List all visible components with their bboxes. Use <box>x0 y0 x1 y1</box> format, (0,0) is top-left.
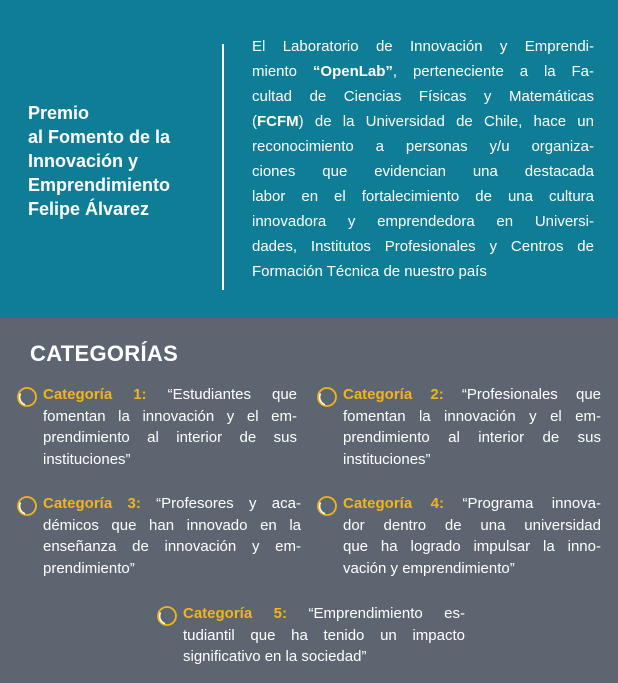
category-line: prendimiento al interior de sus <box>43 429 297 446</box>
openlab-name: “OpenLab” <box>312 63 393 80</box>
category-line <box>343 493 601 515</box>
category-text: “Profesionales que <box>461 386 601 403</box>
category-line: instituciones” <box>343 450 431 468</box>
category-label: Categoría 2: <box>343 386 444 403</box>
description-text: , perteneciente a la Fa- <box>392 63 594 80</box>
category-label: Categoría 4: <box>343 495 444 512</box>
category-line: tudiantil que ha tenido un impacto <box>183 626 465 644</box>
category-line <box>343 384 601 406</box>
description-text: ) de la Universidad de Chile, hace un <box>298 113 594 130</box>
category-line: fomentan la innovación y el em- <box>343 407 601 425</box>
category-line <box>43 493 301 515</box>
description-line <box>252 109 594 134</box>
category-1 <box>43 384 297 470</box>
description-line: El Laboratorio de Innovación y Emprendi- <box>252 38 594 55</box>
award-header-panel <box>0 0 618 318</box>
category-text: “Programa innova- <box>462 495 602 512</box>
category-line: fomentan la innovación y el em- <box>43 407 297 425</box>
category-line: prendimiento” <box>43 559 135 577</box>
category-line: instituciones” <box>43 450 131 468</box>
award-title-line: Premio <box>28 103 90 123</box>
ring-bullet-icon <box>316 386 338 408</box>
ring-bullet-icon <box>16 386 38 408</box>
award-title <box>28 101 218 221</box>
description-line <box>252 59 594 84</box>
description-line: ciones que evidencian una destacada <box>252 163 594 180</box>
ring-bullet-icon <box>16 495 38 517</box>
category-label: Categoría 5: <box>183 605 287 622</box>
category-4 <box>343 493 601 579</box>
description-text: ( <box>252 113 257 130</box>
category-line: démicos que han innovado en la <box>43 516 301 534</box>
description-line: dades, Institutos Profesionales y Centros de <box>252 238 594 255</box>
award-description <box>252 34 594 284</box>
description-line: labor en el fortalecimiento de una cultura <box>252 188 594 205</box>
category-text: “Profesores y aca- <box>156 495 301 512</box>
fcfm-name: FCFM <box>257 113 299 130</box>
category-line: dor dentro de una universidad <box>343 516 601 534</box>
categories-heading: CATEGORÍAS <box>30 341 179 366</box>
description-line: innovadora y emprendedora en Universi- <box>252 213 594 230</box>
description-line: reconocimiento a personas y/u organiza- <box>252 138 594 155</box>
award-title-line: Emprendimiento <box>28 175 171 195</box>
description-line: cultad de Ciencias Físicas y Matemáticas <box>252 88 594 105</box>
category-5 <box>183 603 465 668</box>
vertical-divider <box>222 44 224 290</box>
category-line: que ha logrado impulsar la inno- <box>343 538 601 555</box>
category-line <box>183 603 465 625</box>
award-title-line: al Fomento de la <box>28 127 171 147</box>
category-line: significativo en la sociedad” <box>183 648 367 665</box>
category-3 <box>43 493 301 579</box>
category-text: “Estudiantes que <box>167 386 298 403</box>
category-line <box>43 384 297 406</box>
description-line: Formación Técnica de nuestro país <box>252 263 487 280</box>
category-text: “Emprendimiento es- <box>308 605 466 622</box>
category-label: Categoría 1: <box>43 386 147 403</box>
award-title-line: Innovación y <box>28 151 139 171</box>
category-2 <box>343 384 601 470</box>
description-text: miento <box>252 63 313 80</box>
ring-bullet-icon <box>156 605 178 627</box>
ring-bullet-icon <box>316 495 338 517</box>
award-title-line: Felipe Álvarez <box>28 199 150 219</box>
category-line: vación y emprendimiento” <box>343 559 515 577</box>
category-line: enseñanza de innovación y em- <box>43 538 301 555</box>
category-label: Categoría 3: <box>43 495 141 512</box>
category-line: prendimiento al interior de sus <box>343 429 601 446</box>
